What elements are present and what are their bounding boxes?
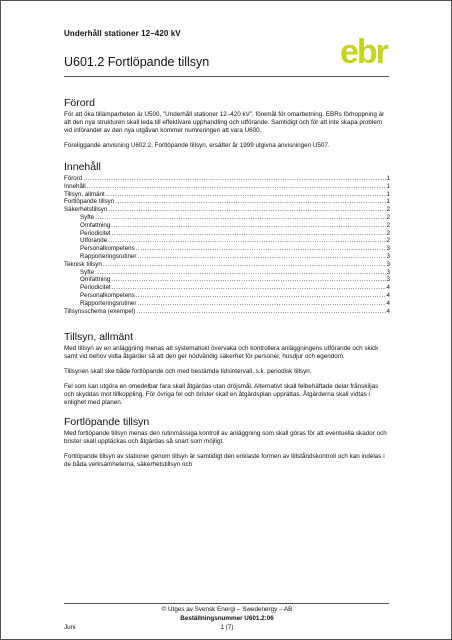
toc-leader-dots (103, 261, 386, 269)
toc-entry[interactable] (64, 206, 390, 214)
toc-entry-page: 2 (386, 206, 390, 214)
toc-leader-dots (95, 269, 385, 277)
allmant-paragraph-2: Tillsynen skall ske både fortlöpande och med bestämda tidsintervall, s.k. periodisk tillsyn. (64, 368, 312, 376)
toc-entry-label: Utförande (80, 237, 108, 245)
toc-entry-label: Innehåll (64, 182, 86, 190)
toc-entry-label: Fortlöpande tillsyn (64, 198, 115, 206)
toc-entry-label: Rapporteringsrutiner (80, 299, 137, 307)
footer-page-number: 1 (7) (220, 624, 234, 631)
document-title: U601.2 Fortlöpande tillsyn (64, 55, 210, 69)
fortlopande-paragraph-1: Med fortlöpande tillsyn menas den rutinmässiga kontroll av anläggning som skall göras för att eventuella skador och brister skall upptäckas och åtgärdas så snart som möjligt. (64, 430, 387, 446)
toc-entry[interactable] (64, 245, 390, 253)
toc-entry[interactable] (64, 269, 390, 277)
toc-entry-label: Syfte (80, 268, 95, 276)
fortlopande-paragraph-2: Fortlöpande tillsyn av stationer genom tillsyn är samtidigt den enklaste formen av tillståndskontroll och kan indelas i de båda verksamheterna, säkerhetstillsyn och (64, 453, 385, 469)
toc-entry-label: Omfattning (80, 276, 111, 284)
toc-leader-dots (136, 308, 385, 316)
toc-entry-label: Periodicitet (80, 229, 111, 237)
toc-entry[interactable] (64, 261, 390, 269)
footer-order-number: Beställningsnummer U601.2:06 (180, 615, 274, 622)
toc-entry[interactable] (64, 198, 390, 206)
toc-entry-label: Tillsyn, allmänt (64, 190, 105, 198)
toc-entry-page: 1 (386, 190, 390, 198)
toc-entry[interactable] (64, 214, 390, 222)
footer-publisher: © Utges av Svensk Energi – Swedenergy – AB (161, 606, 293, 613)
toc-entry-page: 4 (386, 299, 390, 307)
toc-entry[interactable] (64, 183, 390, 191)
toc-entry[interactable] (64, 230, 390, 238)
toc-entry-page: 4 (386, 307, 390, 315)
toc-leader-dots (112, 284, 386, 292)
toc-entry-label: Tillsynsschema (exempel) (64, 307, 136, 315)
toc-entry[interactable] (64, 308, 390, 316)
toc-entry-label: Personalkompetens (80, 245, 135, 253)
toc-leader-dots (115, 198, 385, 206)
toc-entry[interactable] (64, 237, 390, 245)
allmant-heading: Tillsyn, allmänt (64, 331, 134, 344)
svg-text:ebr: ebr (340, 33, 387, 69)
toc-entry-page: 2 (386, 237, 390, 245)
toc-entry[interactable] (64, 191, 390, 199)
toc-leader-dots (87, 183, 386, 191)
toc-entry-label: Förord (64, 175, 83, 182)
toc-leader-dots (136, 292, 386, 300)
toc-entry-page: 1 (386, 198, 390, 206)
toc-entry-page: 2 (386, 213, 390, 221)
toc-leader-dots (106, 191, 386, 199)
header-rule (64, 76, 389, 77)
table-of-contents (64, 175, 390, 315)
forord-paragraph-2: Föreliggande anvisning U602.2, Fortlöpande tillsyn, ersätter år 1999 utgivna anvisningen U507. (64, 142, 330, 149)
allmant-paragraph-1: Med tillsyn av en anläggning menas att systematiskt övervaka och kontrollera anläggningens utförande och skick samt vid behov vidta åtgärder så att den ger nödvändig säkerhet för personer, husdjur och egendom. (64, 345, 379, 361)
toc-leader-dots (95, 214, 385, 222)
toc-leader-dots (108, 206, 385, 214)
toc-entry-label: Teknisk tillsyn (64, 260, 102, 268)
toc-entry-page: 3 (386, 268, 390, 276)
toc-entry-page: 3 (386, 245, 390, 253)
document-body (64, 97, 390, 476)
toc-entry-page: 2 (386, 229, 390, 237)
toc-entry[interactable] (64, 222, 390, 230)
footer-rule (64, 603, 389, 604)
forord-paragraph-1: För att öka tillämparheten är U500, ”Underhåll stationer 12–420 kV”, föremål för omarbetning. EBRs förhoppning är att den nya strukturen skall leda till effektivare upphandling och utförande. Samtidigt och för att inte skapa problem vid införandet av den nya utgåvan kommer numreringen att vara U600. (64, 111, 385, 134)
footer-date: Juni (64, 624, 76, 631)
toc-leader-dots (137, 300, 385, 308)
toc-leader-dots (137, 253, 385, 261)
toc-leader-dots (112, 230, 386, 238)
ebr-logo (338, 33, 394, 69)
toc-leader-dots (111, 276, 385, 284)
toc-heading: Innehåll (64, 161, 101, 173)
toc-entry-page: 3 (386, 276, 390, 284)
allmant-paragraph-3: Fel som kan utgöra en omedelbar fara skall åtgärdas utan dröjsmål. Alternativt skall felbehäftade delar frånskiljas och skyddas mot tillkoppling. För övriga fel och brister skall en åtgärdsplan upprättas. Åtgärderna skall vidtas i enlighet med planen. (64, 383, 379, 407)
toc-entry-page: 4 (386, 291, 390, 299)
toc-entry[interactable] (64, 253, 390, 261)
toc-entry[interactable] (64, 300, 390, 308)
toc-leader-dots (136, 245, 386, 253)
toc-entry[interactable] (64, 276, 390, 284)
toc-leader-dots (111, 222, 385, 230)
toc-entry-label: Syfte (80, 213, 95, 221)
toc-entry-label: Omfattning (80, 221, 111, 229)
toc-entry-label: Personalkompetens (80, 291, 135, 299)
header-label: Underhåll stationer 12–420 kV (64, 29, 181, 38)
toc-entry-page: 3 (386, 252, 390, 260)
toc-leader-dots (83, 175, 385, 183)
toc-entry-label: Rapporteringsrutiner (80, 252, 137, 260)
toc-entry[interactable] (64, 284, 390, 292)
forord-heading: Förord (64, 97, 95, 109)
toc-entry-label: Säkerhetstillsyn (64, 206, 108, 214)
toc-leader-dots (108, 237, 385, 245)
toc-entry-page: 1 (386, 175, 390, 182)
toc-entry-page: 1 (386, 182, 390, 190)
toc-entry[interactable] (64, 175, 390, 183)
toc-entry-page: 2 (386, 221, 390, 229)
toc-entry-page: 3 (386, 260, 390, 268)
toc-entry-page: 4 (386, 284, 390, 292)
toc-entry-label: Periodicitet (80, 284, 111, 292)
fortlopande-heading: Fortlöpande tillsyn (64, 416, 150, 429)
toc-entry[interactable] (64, 292, 390, 300)
